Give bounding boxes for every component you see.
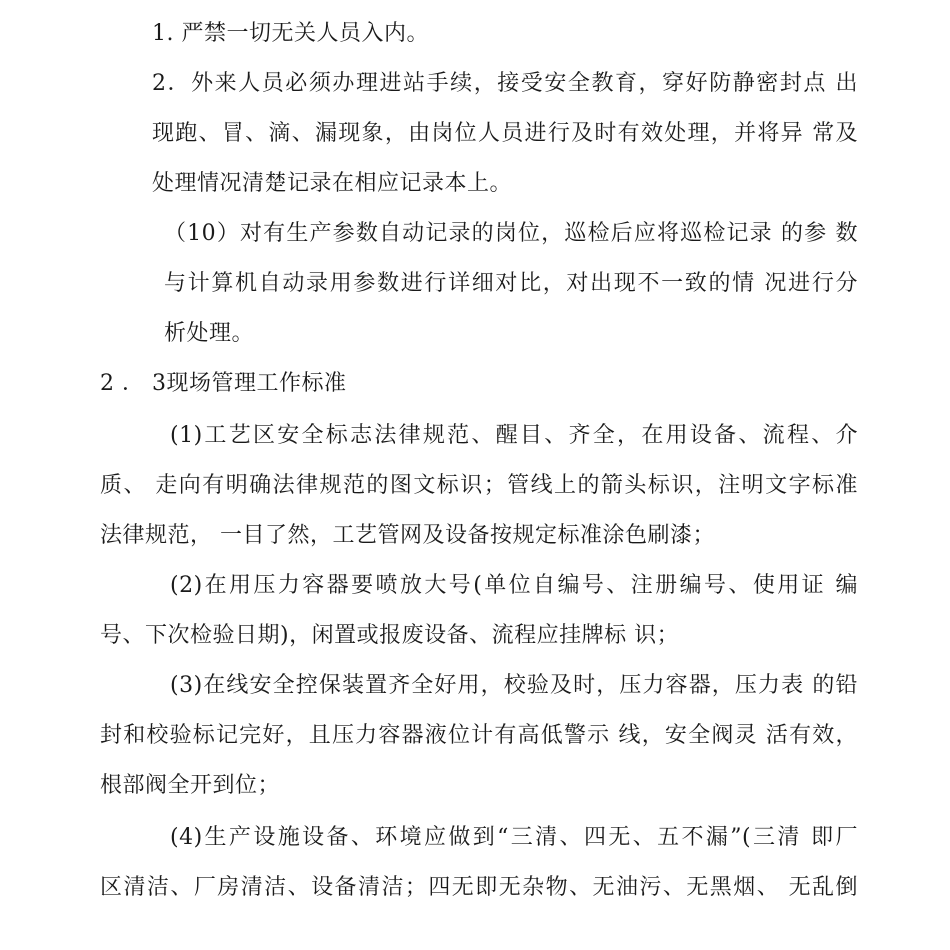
standard-1-continuation: 质、 走向有明确法律规范的图文标识；管线上的箭头标识，注明文字标准	[100, 473, 858, 498]
section-heading: 2 ． 3现场管理工作标准	[100, 371, 347, 396]
standard-1-continuation: 法律规范， 一目了然，工艺管网及设备按规定标准涂色刷漆；	[100, 523, 715, 548]
rule-2-text: 2．外来人员必须办理进站手续，接受安全教育，穿好防静密封点 出	[152, 71, 858, 96]
standard-3-continuation: 根部阀全开到位；	[100, 773, 281, 798]
item-10-continuation: 与计算机自动录用参数进行详细对比，对出现不一致的情 况进行分	[164, 271, 858, 296]
standard-1-text: (1)工艺区安全标志法律规范、醒目、齐全，在用设备、流程、介	[170, 423, 858, 448]
standard-4-continuation: 区清洁、厂房清洁、设备清洁；四无即无杂物、无油污、无黑烟、 无乱倒	[100, 875, 858, 900]
item-10-continuation: 析处理。	[164, 321, 255, 346]
rule-2-continuation: 现跑、冒、滴、漏现象，由岗位人员进行及时有效处理，并将异 常及	[152, 121, 858, 146]
standard-3-text: (3)在线安全控保装置齐全好用，校验及时，压力容器，压力表 的铅	[170, 673, 858, 698]
item-10-text: （10）对有生产参数自动记录的岗位，巡检后应将巡检记录 的参 数	[164, 221, 858, 246]
standard-2-text: (2)在用压力容器要喷放大号(单位自编号、注册编号、使用证 编	[170, 573, 858, 598]
rule-1-text: 1. 严禁一切无关人员入内。	[152, 21, 429, 46]
standard-3-continuation: 封和校验标记完好，且压力容器液位计有高低警示 线，安全阀灵 活有效，	[100, 723, 858, 748]
rule-2-continuation: 处理情况清楚记录在相应记录本上。	[152, 171, 513, 196]
standard-4-text: (4)生产设施设备、环境应做到“三清、四无、五不漏”(三清 即厂	[170, 825, 858, 850]
standard-2-continuation: 号、下次检验日期)，闲置或报废设备、流程应挂牌标 识；	[100, 623, 680, 648]
